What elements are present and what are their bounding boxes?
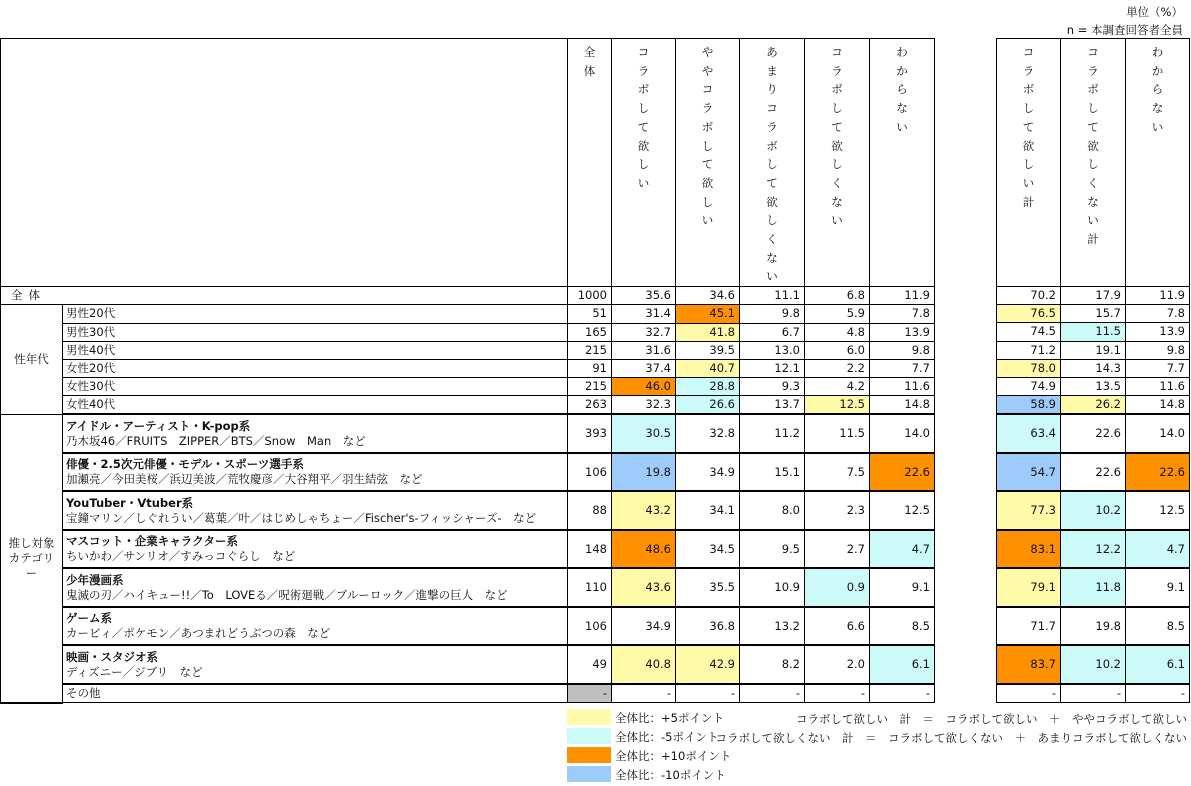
summary-row <box>997 341 1190 359</box>
cell-value: 32.7 <box>612 323 676 341</box>
cell-value: 34.9 <box>612 607 676 646</box>
summary-cell-value: 9.1 <box>1126 568 1190 607</box>
header-col-text: わからない <box>896 45 908 134</box>
cell-n: - <box>568 684 612 703</box>
summary-header-col-text: コラボして欲しい計 <box>1022 45 1035 209</box>
summary-cell-value: 17.9 <box>1061 287 1126 305</box>
summary-cell-value: - <box>997 684 1061 703</box>
main-table <box>0 38 935 704</box>
cell-value: 9.3 <box>740 378 805 396</box>
cell-value: 12.5 <box>870 491 935 530</box>
table-row <box>1 305 935 323</box>
notes <box>716 710 1188 748</box>
cell-value: 43.2 <box>612 491 676 530</box>
category-examples: 宝鐘マリン／しぐれうい／葛葉／叶／はじめしゃちょー／Fischer's-フィッシャーズ- など <box>66 510 537 525</box>
summary-cell-value: 77.3 <box>997 491 1061 530</box>
table-row <box>1 396 935 415</box>
header-col <box>870 39 935 287</box>
legend-swatch <box>567 728 611 744</box>
cell-value: 34.1 <box>676 491 740 530</box>
row-label: 女性20代 <box>63 359 568 377</box>
row-label <box>63 414 568 453</box>
cell-value: 31.6 <box>612 341 676 359</box>
summary-cell-value: 6.1 <box>1126 645 1190 684</box>
summary-cell-value: 54.7 <box>997 453 1061 492</box>
cell-value: 13.9 <box>870 323 935 341</box>
cell-value: 40.8 <box>612 645 676 684</box>
summary-row <box>997 491 1190 530</box>
cell-value: - <box>805 684 870 703</box>
cell-value: 5.9 <box>805 305 870 323</box>
summary-cell-value: 58.9 <box>997 396 1061 415</box>
table-row <box>1 378 935 396</box>
cell-value: 10.9 <box>740 568 805 607</box>
cell-value: 41.8 <box>676 323 740 341</box>
row-label: 男性40代 <box>63 341 568 359</box>
cell-value: 2.0 <box>805 645 870 684</box>
summary-table <box>996 38 1190 703</box>
summary-cell-value: 12.5 <box>1126 491 1190 530</box>
table-row <box>1 323 935 341</box>
header-col-text: コラボして欲しくない <box>831 45 843 228</box>
summary-cell-value: 10.2 <box>1061 491 1126 530</box>
cell-n: 215 <box>568 378 612 396</box>
summary-row <box>997 305 1190 323</box>
header-total <box>568 39 612 287</box>
cell-value: 8.5 <box>870 607 935 646</box>
cell-value: 26.6 <box>676 396 740 415</box>
summary-cell-value: 19.8 <box>1061 607 1126 646</box>
summary-row <box>997 645 1190 684</box>
cell-n: 49 <box>568 645 612 684</box>
cell-value: 7.5 <box>805 453 870 492</box>
cell-value: - <box>676 684 740 703</box>
row-label: 全体 <box>1 287 568 305</box>
summary-header-col <box>1061 39 1126 287</box>
group-label-age: 性年代 <box>1 305 63 415</box>
row-label: 男性20代 <box>63 305 568 323</box>
cell-n: 215 <box>568 341 612 359</box>
summary-cell-value: 78.0 <box>997 359 1061 377</box>
row-label <box>63 607 568 646</box>
cell-n: 51 <box>568 305 612 323</box>
cell-value: 46.0 <box>612 378 676 396</box>
cell-value: 37.4 <box>612 359 676 377</box>
summary-cell-value: 12.2 <box>1061 530 1126 569</box>
cell-value: 9.5 <box>740 530 805 569</box>
cell-value: 40.7 <box>676 359 740 377</box>
note-line: コラボして欲しくない 計 ＝ コラボして欲しくない ＋ あまりコラボして欲しくない <box>715 731 1187 745</box>
row-label <box>63 453 568 492</box>
summary-cell-value: 11.6 <box>1126 377 1190 395</box>
summary-header-col <box>1126 39 1190 287</box>
summary-header-col-text: わからない <box>1151 45 1164 134</box>
summary-cell-value: 22.6 <box>1061 453 1126 492</box>
cell-n: 165 <box>568 323 612 341</box>
cell-n: 263 <box>568 396 612 415</box>
summary-cell-value: 74.5 <box>997 323 1061 341</box>
summary-cell-value: 7.8 <box>1126 305 1190 323</box>
category-examples: 乃木坂46／FRUITS ZIPPER／BTS／Snow Man など <box>66 433 366 448</box>
cell-n: 106 <box>568 607 612 646</box>
header-col-text: ややコラボして欲しい <box>701 45 714 228</box>
cell-value: 32.3 <box>612 396 676 415</box>
summary-cell-value: 14.8 <box>1126 396 1190 415</box>
cell-value: 36.8 <box>676 607 740 646</box>
cell-value: 11.6 <box>870 378 935 396</box>
sample-label: n = 本調査回答者全員 <box>1066 23 1183 37</box>
row-label: 女性40代 <box>63 396 568 415</box>
legend-label: 全体比：-5ポイント <box>615 730 719 744</box>
cell-value: 2.7 <box>805 530 870 569</box>
category-title: ゲーム系 <box>66 611 112 626</box>
table-row <box>1 341 935 359</box>
cell-n: 148 <box>568 530 612 569</box>
cell-value: - <box>870 684 935 703</box>
cell-value: 11.5 <box>805 414 870 453</box>
cell-value: 13.7 <box>740 396 805 415</box>
header-col <box>740 39 805 287</box>
cell-value: 4.2 <box>805 378 870 396</box>
header-total-text: 全体 <box>583 45 596 78</box>
cell-value: 35.5 <box>676 568 740 607</box>
summary-header-row <box>997 39 1190 287</box>
cell-value: 34.9 <box>676 453 740 492</box>
summary-row <box>997 530 1190 569</box>
summary-cell-value: 14.0 <box>1126 414 1190 453</box>
category-title: マスコット・企業キャラクター系 <box>66 534 239 549</box>
header-col <box>612 39 676 287</box>
cell-value: 6.7 <box>740 323 805 341</box>
cell-value: 9.8 <box>740 305 805 323</box>
cell-value: 32.8 <box>676 414 740 453</box>
cell-value: 13.2 <box>740 607 805 646</box>
cell-value: 30.5 <box>612 414 676 453</box>
row-label: その他 <box>63 684 568 703</box>
cell-value: 8.0 <box>740 491 805 530</box>
summary-cell-value: 10.2 <box>1061 645 1126 684</box>
category-examples: ディズニー／ジブリ など <box>66 664 203 679</box>
cell-n: 1000 <box>568 287 612 305</box>
cell-value: 48.6 <box>612 530 676 569</box>
summary-cell-value: 13.9 <box>1126 323 1190 341</box>
cell-value: - <box>740 684 805 703</box>
category-examples: 鬼滅の刃／ハイキュー!!／To LOVEる／呪術廻戦／ブルーロック／進撃の巨人 など <box>66 587 508 602</box>
summary-cell-value: 15.7 <box>1061 305 1126 323</box>
table-row <box>1 568 935 607</box>
table-row <box>1 453 935 492</box>
summary-cell-value: 26.2 <box>1061 396 1126 415</box>
header-row <box>1 39 935 287</box>
summary-cell-value: 11.5 <box>1061 323 1126 341</box>
row-label <box>63 491 568 530</box>
cell-value: 6.0 <box>805 341 870 359</box>
cell-value: 8.2 <box>740 645 805 684</box>
cell-value: 11.9 <box>870 287 935 305</box>
row-label <box>63 568 568 607</box>
summary-cell-value: 71.2 <box>997 341 1061 359</box>
legend-label: 全体比：+10ポイント <box>615 749 732 763</box>
summary-cell-value: 71.7 <box>997 607 1061 646</box>
row-label: 男性30代 <box>63 323 568 341</box>
cell-value: 43.6 <box>612 568 676 607</box>
summary-cell-value: 74.9 <box>997 377 1061 395</box>
cell-value: 7.8 <box>870 305 935 323</box>
legend-swatch <box>567 709 611 725</box>
cell-value: 14.0 <box>870 414 935 453</box>
cell-n: 91 <box>568 359 612 377</box>
summary-row <box>997 396 1190 415</box>
cell-value: - <box>612 684 676 703</box>
cell-value: 28.8 <box>676 378 740 396</box>
summary-cell-value: 7.7 <box>1126 359 1190 377</box>
cell-value: 9.1 <box>870 568 935 607</box>
summary-cell-value: 22.6 <box>1061 414 1126 453</box>
summary-row <box>997 453 1190 492</box>
table-row <box>1 684 935 703</box>
unit-label: 単位（%） <box>1126 5 1183 19</box>
summary-cell-value: 4.7 <box>1126 530 1190 569</box>
table-row <box>1 645 935 684</box>
table-row <box>1 491 935 530</box>
summary-cell-value: - <box>1061 684 1126 703</box>
summary-row <box>997 414 1190 453</box>
header-blank <box>1 39 568 287</box>
category-title: 少年漫画系 <box>66 572 124 587</box>
row-label <box>63 530 568 569</box>
cell-value: 19.8 <box>612 453 676 492</box>
cell-n: 106 <box>568 453 612 492</box>
category-title: アイドル・アーティスト・K-pop系 <box>66 418 251 433</box>
cell-value: 0.9 <box>805 568 870 607</box>
cell-value: 14.8 <box>870 396 935 415</box>
summary-cell-value: 63.4 <box>997 414 1061 453</box>
cell-value: 39.5 <box>676 341 740 359</box>
summary-cell-value: 22.6 <box>1126 453 1190 492</box>
summary-header-col <box>997 39 1061 287</box>
category-examples: 加瀬亮／今田美桜／浜辺美波／荒牧慶彦／大谷翔平／羽生結弦 など <box>66 472 423 487</box>
cell-value: 31.4 <box>612 305 676 323</box>
cell-value: 11.1 <box>740 287 805 305</box>
cell-value: 6.6 <box>805 607 870 646</box>
summary-cell-value: 9.8 <box>1126 341 1190 359</box>
row-label <box>63 645 568 684</box>
cell-value: 12.1 <box>740 359 805 377</box>
summary-cell-value: 11.9 <box>1126 287 1190 305</box>
cell-n: 110 <box>568 568 612 607</box>
legend-label: 全体比：-10ポイント <box>615 768 726 782</box>
header-col-text: あまりコラボして欲しくない <box>766 45 778 284</box>
summary-header-col-text: コラボして欲しくない計 <box>1087 45 1099 247</box>
cell-value: 6.1 <box>870 645 935 684</box>
category-examples: カービィ／ポケモン／あつまれどうぶつの森 など <box>66 626 331 641</box>
category-title: 映画・スタジオ系 <box>66 649 158 664</box>
category-title: YouTuber・Vtuber系 <box>66 495 194 510</box>
note-line: コラボして欲しい 計 ＝ コラボして欲しい ＋ ややコラボして欲しい <box>796 712 1187 726</box>
cell-value: 9.8 <box>870 341 935 359</box>
summary-cell-value: 70.2 <box>997 287 1061 305</box>
cell-value: 34.5 <box>676 530 740 569</box>
summary-row <box>997 568 1190 607</box>
cell-value: 6.8 <box>805 287 870 305</box>
cell-n: 88 <box>568 491 612 530</box>
cell-value: 22.6 <box>870 453 935 492</box>
cell-value: 4.7 <box>870 530 935 569</box>
cell-value: 2.3 <box>805 491 870 530</box>
cell-value: 35.6 <box>612 287 676 305</box>
cell-value: 7.7 <box>870 359 935 377</box>
header-col-text: コラボして欲しい <box>637 45 650 190</box>
category-title: 俳優・2.5次元俳優・モデル・スポーツ選手系 <box>66 457 304 472</box>
summary-row <box>997 323 1190 341</box>
legend-swatch <box>567 747 611 763</box>
summary-cell-value: 83.7 <box>997 645 1061 684</box>
table-row <box>1 287 935 305</box>
row-label: 女性30代 <box>63 378 568 396</box>
cell-value: 4.8 <box>805 323 870 341</box>
table-row <box>1 359 935 377</box>
summary-row <box>997 287 1190 305</box>
summary-row <box>997 684 1190 703</box>
summary-cell-value: - <box>1126 684 1190 703</box>
legend-swatch <box>567 766 611 782</box>
summary-cell-value: 13.5 <box>1061 377 1126 395</box>
summary-cell-value: 79.1 <box>997 568 1061 607</box>
header-col <box>805 39 870 287</box>
summary-row <box>997 377 1190 395</box>
cell-value: 45.1 <box>676 305 740 323</box>
summary-cell-value: 11.8 <box>1061 568 1126 607</box>
category-examples: ちいかわ／サンリオ／すみっコぐらし など <box>66 549 296 564</box>
legend-label: 全体比：+5ポイント <box>615 711 724 725</box>
cell-value: 12.5 <box>805 396 870 415</box>
header-col <box>676 39 740 287</box>
summary-cell-value: 76.5 <box>997 305 1061 323</box>
cell-value: 13.0 <box>740 341 805 359</box>
cell-n: 393 <box>568 414 612 453</box>
summary-row <box>997 607 1190 646</box>
cell-value: 2.2 <box>805 359 870 377</box>
cell-value: 34.6 <box>676 287 740 305</box>
summary-cell-value: 14.3 <box>1061 359 1126 377</box>
cell-value: 42.9 <box>676 645 740 684</box>
table-row <box>1 414 935 453</box>
table-row <box>1 530 935 569</box>
summary-cell-value: 83.1 <box>997 530 1061 569</box>
table-row <box>1 607 935 646</box>
group-label-category: 推し対象カテゴリー <box>1 414 63 702</box>
cell-value: 15.1 <box>740 453 805 492</box>
summary-cell-value: 19.1 <box>1061 341 1126 359</box>
summary-row <box>997 359 1190 377</box>
cell-value: 11.2 <box>740 414 805 453</box>
summary-cell-value: 8.5 <box>1126 607 1190 646</box>
